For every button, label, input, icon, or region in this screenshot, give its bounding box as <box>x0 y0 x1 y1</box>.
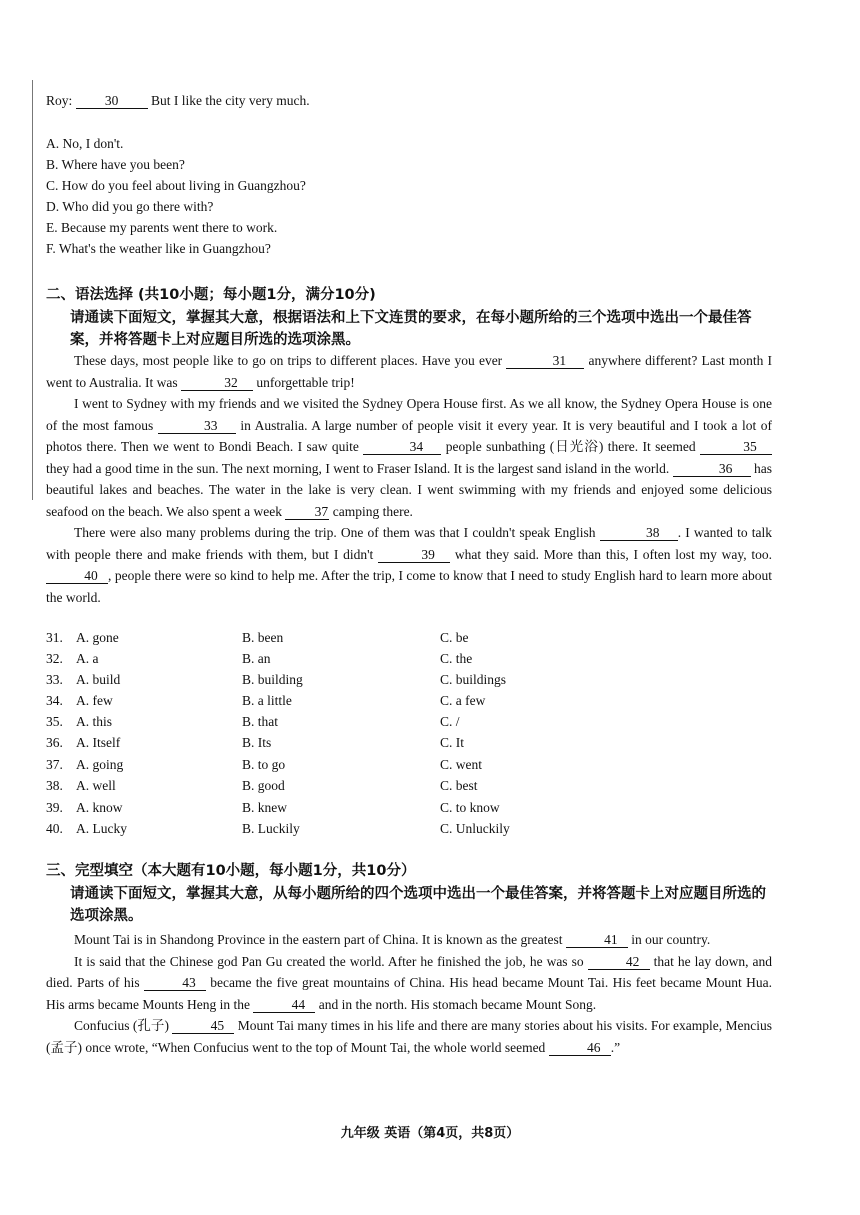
section2-instruction: 请通读下面短文，掌握其大意，根据语法和上下文连贯的要求，在每小题所给的三个选项中选出一个最佳答案，并将答题卡上对应题目所选的选项涂黑。 <box>70 310 752 348</box>
blank-46: 46 <box>549 1040 611 1056</box>
passage-paragraph-3: There were also many problems during the trip. One of them was that I couldn't speak English 38 . I wanted to talk with people there and make friends with them, but I didn't 39 what they said. More than this, I often lost my way, too. 40 , people there were so kind to help me. After the trip, I come to know that I need to study English hard to learn more about the world. <box>46 525 772 605</box>
passage-paragraph-1: These days, most people like to go on trips to different places. Have you ever 31 anywhere different? Last month I went to Australia. It was 32 unforgettable trip! <box>46 353 773 390</box>
dialog-option-c: C. How do you feel about living in Guangzhou? <box>46 178 306 193</box>
passage3-paragraph-2: It is said that the Chinese god Pan Gu created the world. After he finished the job, he was so 42 that he lay down, and died. Parts of his 43 became the five great mountains of China. His head became Mount Tai. His feet became Mount Hua. His arms became Mounts Heng in the 44 and in the north. His stomach became Mount Song. <box>46 953 772 1012</box>
speaker: Roy: <box>46 93 73 108</box>
margin-line <box>32 80 33 500</box>
dialog-text: But I like the city very much. <box>151 93 310 108</box>
dialog-option-f: F. What's the weather like in Guangzhou? <box>46 241 271 256</box>
blank-41: 41 <box>566 932 628 948</box>
option-row-33: 33. A. build B. building C. buildings <box>46 672 507 687</box>
section2-passage <box>46 350 772 608</box>
blank-31: 31 <box>506 353 584 369</box>
section3-title: 三、完型填空（本大题有10小题，每小题1分，共10分） <box>46 863 416 879</box>
passage3-paragraph-1: Mount Tai is in Shandong Province in the eastern part of China. It is known as the greatest 41 in our country. <box>74 932 711 947</box>
dialog-option-a: A. No, I don't. <box>46 136 124 151</box>
blank-32: 32 <box>181 375 253 391</box>
blank-37: 37 <box>285 504 329 520</box>
passage3-paragraph-3: Confucius (孔子) 45 Mount Tai many times in his life and there are many stories about his visits. For example, Mencius (孟子) once wrote, “When Confucius went to the top of Mount Tai, the whole world seemed 46 .” <box>46 1018 773 1055</box>
dialog-option-d: D. Who did you go there with? <box>46 199 214 214</box>
section2-title: 二、语法选择 (共10小题；每小题1分，满分10分) <box>46 287 376 303</box>
dialog-option-e: E. Because my parents went there to work. <box>46 220 278 235</box>
section3-instruction: 请通读下面短文，掌握其大意，从每小题所给的四个选项中选出一个最佳答案，并将答题卡上对应题目所选的选项涂黑。 <box>70 886 766 924</box>
option-row-31: 31. A. gone B. been C. be <box>46 630 469 645</box>
blank-39: 39 <box>378 547 450 563</box>
blank-45: 45 <box>172 1018 234 1034</box>
option-row-38: 38. A. well B. good C. best <box>46 778 478 793</box>
blank-43: 43 <box>144 975 206 991</box>
blank-33: 33 <box>158 418 236 434</box>
blank-30: 30 <box>76 93 148 109</box>
page-footer: 九年级 英语（第4页，共8页） <box>340 1126 520 1141</box>
dialog-last-line <box>46 90 770 111</box>
blank-35: 35 <box>700 439 772 455</box>
blank-42: 42 <box>588 954 650 970</box>
blank-44: 44 <box>253 997 315 1013</box>
dialog-option-b: B. Where have you been? <box>46 157 185 172</box>
option-row-36: 36. A. Itself B. Its C. It <box>46 735 465 750</box>
blank-36: 36 <box>673 461 751 477</box>
blank-34: 34 <box>363 439 441 455</box>
passage-paragraph-2: I went to Sydney with my friends and we visited the Sydney Opera House first. As we all know, the Sydney Opera House is one of the most famous 33 in Australia. A large number of people visit it every year. It is very beautiful and I took a lot of photos there. Then we went to Bondi Beach. I saw quite 34 people sunbathing (日光浴) there. It seemed 35 they had a good time in the sun. The next morning, I went to Fraser Island. It is the largest sand island in the world. 36 has beautiful lakes and beaches. The water in the lake is very clean. I went swimming with my friends and enjoyed some delicious seafood on the beach. We also spent a week 37 camping there. <box>46 396 773 519</box>
option-row-40: 40. A. Lucky B. Luckily C. Unluckily <box>46 821 510 836</box>
blank-40: 40 <box>46 568 108 584</box>
option-row-34: 34. A. few B. a little C. a few <box>46 693 486 708</box>
option-row-35: 35. A. this B. that C. / <box>46 714 460 729</box>
option-row-39: 39. A. know B. knew C. to know <box>46 800 500 815</box>
option-row-37: 37. A. going B. to go C. went <box>46 757 482 772</box>
section3-passage <box>46 929 772 1058</box>
option-row-32: 32. A. a B. an C. the <box>46 651 473 666</box>
blank-38: 38 <box>600 525 678 541</box>
